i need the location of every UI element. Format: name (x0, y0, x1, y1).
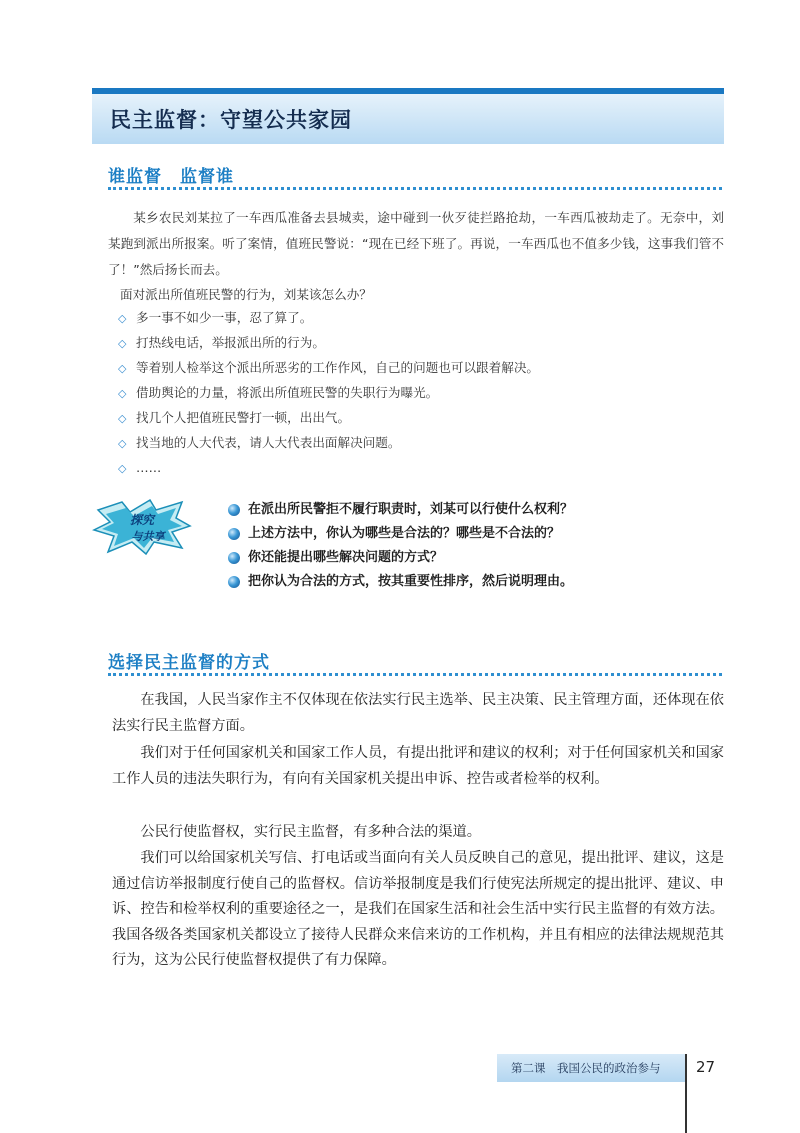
svg-text:探究: 探究 (129, 513, 155, 527)
body-paragraph: 公民行使监督权，实行民主监督，有多种合法的渠道。 (140, 824, 481, 840)
list-item: 你还能提出哪些解决问题的方式？ (228, 546, 573, 570)
list-item: 在派出所民警拒不履行职责时，刘某可以行使什么权利？ (228, 498, 573, 522)
diamond-bullet-icon: ◇ (118, 361, 127, 375)
list-item: ◇ …… (118, 460, 162, 475)
list-item: ◇ 多一事不如少一事，忍了算了。 (118, 310, 313, 325)
diamond-bullet-icon: ◇ (118, 336, 127, 350)
chapter-title-bar (92, 88, 724, 144)
dotted-divider (108, 673, 722, 676)
ball-bullet-icon (228, 504, 240, 516)
page-title: 民主监督：守望公共家园 (110, 107, 352, 132)
list-item: ◇ 找当地的人大代表，请人大代表出面解决问题。 (118, 435, 401, 450)
diamond-bullet-icon: ◇ (118, 311, 127, 325)
list-item: ◇ 打热线电话，举报派出所的行为。 (118, 335, 325, 350)
ball-bullet-icon (228, 552, 240, 564)
svg-text:与共享: 与共享 (131, 530, 165, 543)
footer-chapter-bar (497, 1054, 685, 1082)
body-paragraph: 在我国，人民当家作主不仅体现在依法实行民主选举、民主决策、民主管理方面，还体现在依法实行民主监督方面。 (112, 692, 724, 734)
case-question: 面对派出所值班民警的行为，刘某该怎么办？ (120, 287, 372, 302)
footer-chapter-label: 第二课 我国公民的政治参与 (511, 1061, 661, 1075)
footer-divider (685, 1054, 687, 1133)
ball-bullet-icon (228, 528, 240, 540)
case-story: 某乡农民刘某拉了一车西瓜准备去县城卖，途中碰到一伙歹徒拦路抢劫，一车西瓜被劫走了。无奈中，刘某跑到派出所报案。听了案情，值班民警说：“现在已经下班了。再说，一车西瓜也不值多少钱，这事我们管不了！”然后扬长而去。 (108, 210, 724, 277)
dotted-divider (108, 187, 722, 190)
diamond-bullet-icon: ◇ (118, 436, 127, 450)
page-number: 27 (696, 1058, 716, 1076)
diamond-bullet-icon: ◇ (118, 386, 127, 400)
list-item: 把你认为合法的方式，按其重要性排序，然后说明理由。 (228, 570, 573, 594)
body-paragraph: 我们对于任何国家机关和国家工作人员，有提出批评和建议的权利；对于任何国家机关和国家工作人员的违法失职行为，有向有关国家机关提出申诉、控告或者检举的权利。 (112, 745, 724, 787)
diamond-bullet-icon: ◇ (118, 411, 127, 425)
list-item: ◇ 借助舆论的力量，将派出所值班民警的失职行为曝光。 (118, 385, 439, 400)
diamond-bullet-icon: ◇ (118, 461, 127, 475)
body-paragraph: 我们可以给国家机关写信、打电话或当面向有关人员反映自己的意见，提出批评、建议，这是通过信访举报制度行使自己的监督权。信访举报制度是我们行使宪法所规定的提出批评、建议、申诉、控告和检举权利的重要途径之一，是我们在国家生活和社会生活中实行民主监督的有效方法。我国各级各类国家机关都设立了接待人民群众来信来访的工作机构，并且有相应的法律法规规范其行为，这为公民行使监督权提供了有力保障。 (112, 850, 724, 968)
section-heading-who-supervises: 谁监督 监督谁 (108, 167, 234, 187)
ball-bullet-icon (228, 576, 240, 588)
list-item: ◇ 等着别人检举这个派出所恶劣的工作作风，自己的问题也可以跟着解决。 (118, 360, 539, 375)
explore-share-badge-icon (92, 496, 192, 558)
list-item: ◇ 找几个人把值班民警打一顿，出出气。 (118, 410, 351, 425)
option-list (118, 305, 539, 480)
section-heading-supervision-methods: 选择民主监督的方式 (108, 653, 270, 673)
explore-question-list (228, 498, 573, 594)
list-item: 上述方法中，你认为哪些是合法的？哪些是不合法的？ (228, 522, 573, 546)
